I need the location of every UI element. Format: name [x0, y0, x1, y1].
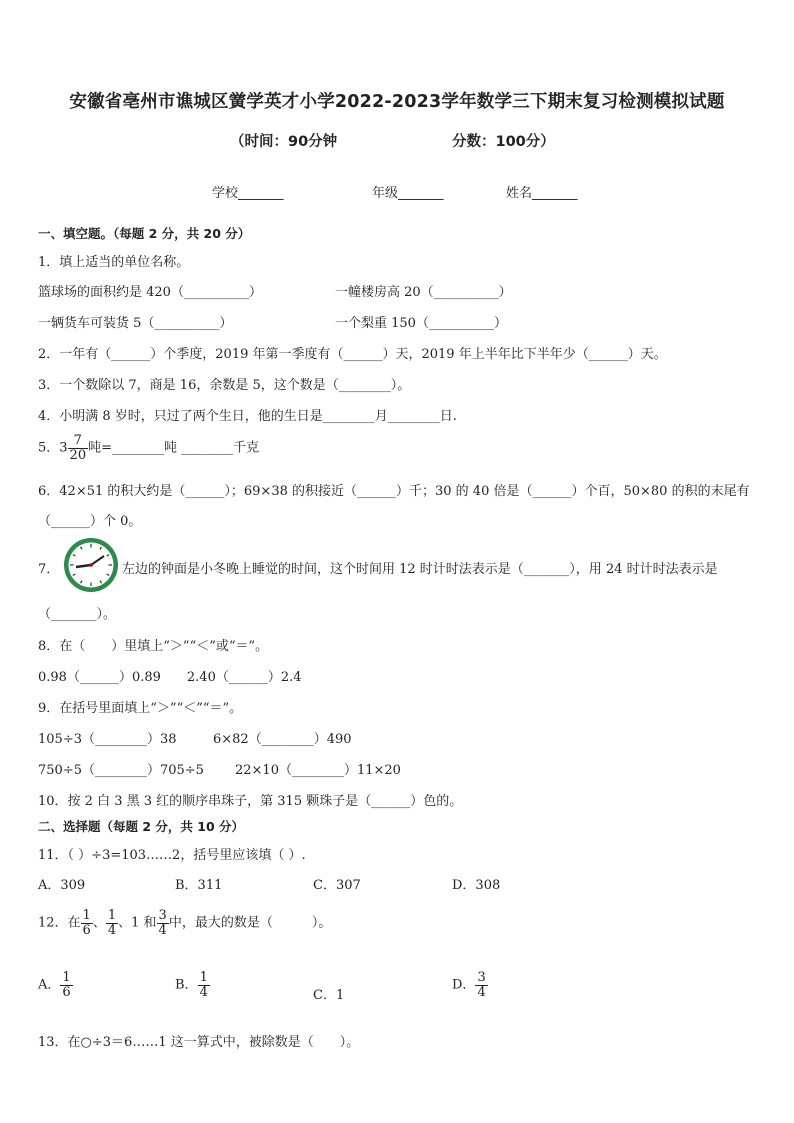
q11-option-c: C．307	[313, 878, 361, 893]
q12-option-d-num: 3	[477, 970, 486, 985]
q1-b: 一幢楼房高 20（__________）	[335, 285, 512, 300]
q9-d: 22×10（________）11×20	[235, 763, 401, 778]
grade-field: 年级_______	[372, 186, 444, 201]
q1-stem: 1．填上适当的单位名称。	[38, 255, 190, 270]
q3: 3．一个数除以 7，商是 16，余数是 5，这个数是（________）。	[38, 378, 411, 393]
q12-option-a-num: 1	[62, 970, 71, 985]
q5	[38, 434, 259, 462]
q1-d: 一个梨重 150（__________）	[335, 316, 507, 331]
q8-stem: 8．在（ ）里填上“＞”“＜”或“＝”。	[38, 639, 269, 654]
q6-line1: 6．42×51 的积大约是（______）；69×38 的积接近（______）千；30 的 40 倍是（______）个百，50×80 的积的末尾有	[38, 484, 750, 499]
q12-option-b-den: 4	[199, 984, 208, 1000]
q6-line2: （______）个 0。	[38, 514, 142, 529]
q11-option-d: D．308	[452, 878, 501, 893]
q12-option-d-label: D．	[452, 977, 476, 993]
q12-fraction-3-den: 4	[158, 922, 167, 938]
q12-option-c: C．1	[313, 988, 345, 1003]
q9-stem: 9．在括号里面填上“＞”“＜”“＝”。	[38, 701, 243, 716]
q1-c: 一辆货车可装货 5（__________）	[38, 316, 233, 331]
q12-option-a-label: A．	[38, 977, 61, 993]
q12-fraction-1	[81, 909, 93, 937]
q12-option-b-label: B．	[175, 977, 198, 993]
name-field: 姓名_______	[506, 186, 578, 201]
exam-time: （时间：90分钟	[230, 134, 338, 150]
q12-option-b-fraction	[198, 971, 210, 999]
q8-row: 0.98（______）0.89 2.40（______）2.4	[38, 670, 302, 685]
q12-option-d-fraction	[475, 971, 487, 999]
q4: 4．小明满 8 岁时，只过了两个生日，他的生日是________月________日.	[38, 409, 457, 424]
q12-option-b	[175, 971, 210, 999]
q11-stem: 11．（ ）÷3=103……2，括号里应该填（ ）.	[38, 848, 306, 863]
q9-b: 6×82（________）490	[213, 732, 352, 747]
q11-option-b: B．311	[175, 878, 223, 893]
q12-option-a	[38, 971, 73, 999]
q12-fraction-3-num: 3	[158, 908, 167, 923]
q12-fraction-3	[157, 909, 169, 937]
q10: 10．按 2 白 3 黑 3 红的顺序串珠子，第 315 颗珠子是（______）色的。	[38, 794, 463, 809]
q9-a: 105÷3（________）38	[38, 732, 177, 747]
q12-sep1: 、	[92, 915, 106, 931]
q12-fraction-2-num: 1	[107, 908, 117, 923]
q9-c: 750÷5（________）705÷5	[38, 763, 204, 778]
q12-fraction-2-den: 4	[107, 922, 117, 938]
q5-post: 吨=________吨 ________千克	[88, 440, 260, 456]
q5-fraction	[68, 434, 89, 462]
q13: 13．在○÷3＝6……1 这一算式中，被除数是（ ）。	[38, 1035, 360, 1050]
q2: 2．一年有（______）个季度，2019 年第一季度有（______）天，2019 年上半年比下半年少（______）天。	[38, 347, 667, 362]
q12-option-d	[452, 971, 488, 999]
q11-option-a: A．309	[38, 878, 86, 893]
q5-numerator: 7	[68, 434, 89, 449]
q12-fraction-1-den: 6	[82, 922, 91, 938]
q12-option-a-fraction	[60, 971, 72, 999]
q7-number: 7．	[38, 562, 60, 577]
q12-sep2: 、1 和	[118, 915, 157, 931]
school-field: 学校_______	[212, 186, 284, 201]
q12-option-a-den: 6	[62, 984, 71, 1000]
q12-post: 中，最大的数是（ ）。	[168, 915, 332, 931]
section-1-heading: 一、填空题。（每题 2 分，共 20 分）	[38, 226, 251, 241]
section-2-heading: 二、选择题（每题 2 分，共 10 分）	[38, 819, 245, 834]
q1-a: 篮球场的面积约是 420（__________）	[38, 285, 262, 300]
q12-pre: 12．在	[38, 915, 81, 931]
q12-option-d-den: 4	[477, 984, 486, 1000]
q12-stem	[38, 909, 331, 937]
exam-score: 分数：100分）	[452, 134, 555, 150]
q12-fraction-1-num: 1	[82, 908, 91, 923]
q7-line2: （_______）。	[38, 607, 117, 622]
q12-fraction-2	[106, 909, 118, 937]
q5-pre: 5．3	[38, 440, 68, 456]
q5-denominator: 20	[69, 447, 87, 463]
clock-icon	[62, 536, 120, 594]
q12-option-b-num: 1	[199, 970, 208, 985]
page-title: 安徽省亳州市谯城区黉学英才小学2022-2023学年数学三下期末复习检测模拟试题	[69, 92, 725, 112]
q7-text: 左边的钟面是小冬晚上睡觉的时间，这个时间用 12 时计时法表示是（_______），用 24 时计时法表示是	[122, 562, 718, 577]
